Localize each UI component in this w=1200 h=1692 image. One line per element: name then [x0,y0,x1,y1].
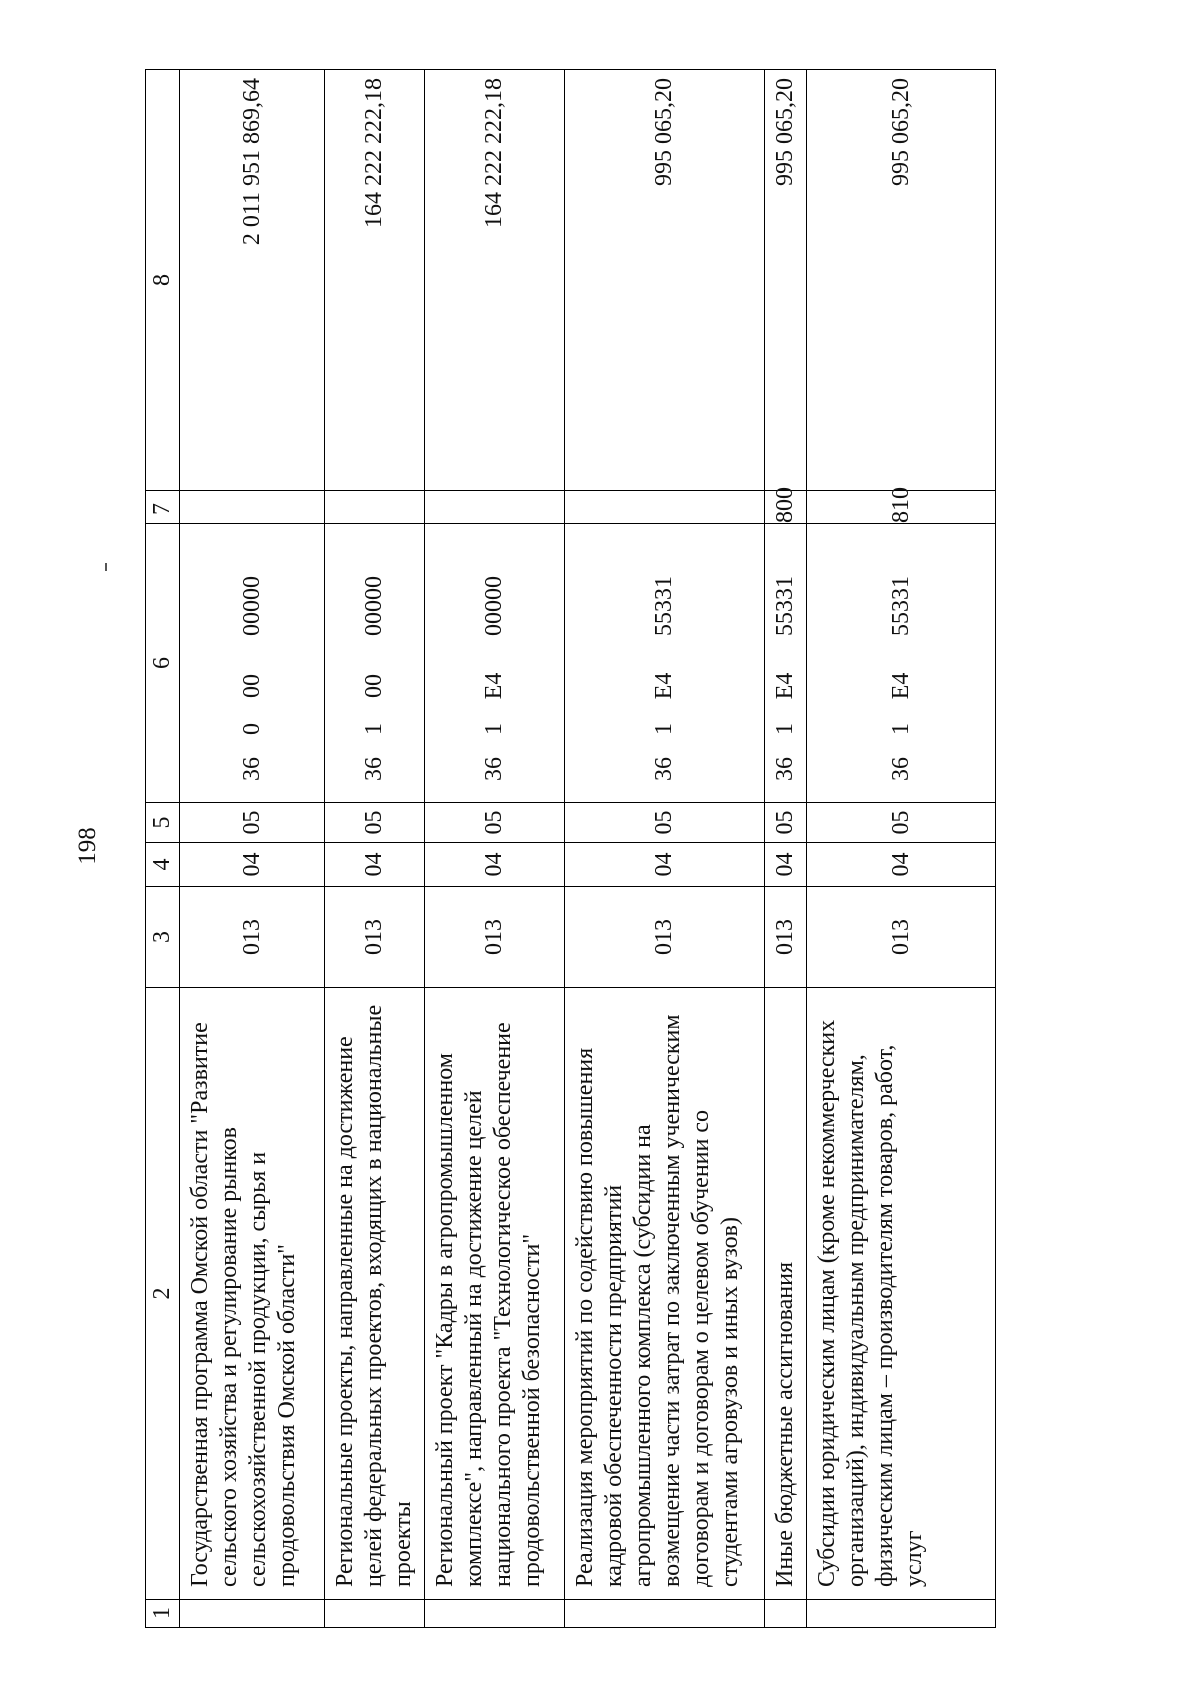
header-col-2: 2 [146,988,180,1600]
expense-type-code [180,491,325,524]
target-article-code: 361Е455331 [807,524,996,803]
budget-table [145,69,996,1628]
row-number [565,1600,765,1628]
expense-type-code [325,491,425,524]
row-number [807,1600,996,1628]
expense-type-code: 800 [765,491,807,524]
row-number [765,1600,807,1628]
expense-type-code [425,491,565,524]
header-col-5: 5 [146,803,180,843]
scan-artifact [105,563,107,571]
table-row [765,70,807,1628]
header-col-6: 6 [146,524,180,803]
subsection-code: 05 [425,803,565,843]
amount: 164 222 222,18 [325,70,425,491]
ministry-code: 013 [807,887,996,988]
subsection-code: 05 [765,803,807,843]
row-number [180,1600,325,1628]
header-col-7: 7 [146,491,180,524]
row-description: Реализация мероприятий по содействию повышения кадровой обеспеченности предприятий агропромышленного комплекса (субсидии на возмещение части затрат по заключенным ученическим договорам и договорам о целевом обучении со студентами агровузов и иных вузов) [565,988,765,1600]
row-description: Региональный проект "Кадры в агропромышленном комплексе", направленный на достижение целей национального проекта "Технологическое обеспечение продовольственной безопасности" [425,988,565,1600]
amount: 995 065,20 [765,70,807,491]
expense-type-code: 810 [807,491,996,524]
budget-table-container [145,70,989,1628]
table-row [180,70,325,1628]
row-description: Государственная программа Омской области "Развитие сельского хозяйства и регулирование рынков сельскохозяйственной продукции, сырья и продовольствия Омской области" [180,988,325,1600]
header-col-8: 8 [146,70,180,491]
section-code: 04 [765,843,807,887]
ministry-code: 013 [565,887,765,988]
subsection-code: 05 [807,803,996,843]
row-description: Иные бюджетные ассигнования [765,988,807,1600]
table-row [807,70,996,1628]
table-row [325,70,425,1628]
table-row [565,70,765,1628]
ministry-code: 013 [325,887,425,988]
subsection-code: 05 [565,803,765,843]
target-article-code: 3610000000 [325,524,425,803]
ministry-code: 013 [765,887,807,988]
section-code: 04 [807,843,996,887]
subsection-code: 05 [325,803,425,843]
header-col-4: 4 [146,843,180,887]
amount: 995 065,20 [807,70,996,491]
target-article-code: 361Е455331 [765,524,807,803]
row-description: Региональные проекты, направленные на достижение целей федеральных проектов, входящих в национальные проекты [325,988,425,1600]
header-row [146,70,180,1628]
section-code: 04 [325,843,425,887]
rotated-table-frame [145,70,989,1628]
target-article-code: 361Е455331 [565,524,765,803]
target-article-code: 3600000000 [180,524,325,803]
ministry-code: 013 [425,887,565,988]
table-row [425,70,565,1628]
amount: 2 011 951 869,64 [180,70,325,491]
section-code: 04 [425,843,565,887]
section-code: 04 [180,843,325,887]
header-col-3: 3 [146,887,180,988]
row-number [325,1600,425,1628]
page-number: 198 [74,827,101,865]
row-description: Субсидии юридическим лицам (кроме некоммерческих организаций), индивидуальным предпринимателям, физическим лицам – производителям товаров, работ, услуг [807,988,996,1600]
row-number [425,1600,565,1628]
expense-type-code [565,491,765,524]
section-code: 04 [565,843,765,887]
amount: 164 222 222,18 [425,70,565,491]
header-col-1: 1 [146,1600,180,1628]
amount: 995 065,20 [565,70,765,491]
target-article-code: 361Е400000 [425,524,565,803]
ministry-code: 013 [180,887,325,988]
subsection-code: 05 [180,803,325,843]
